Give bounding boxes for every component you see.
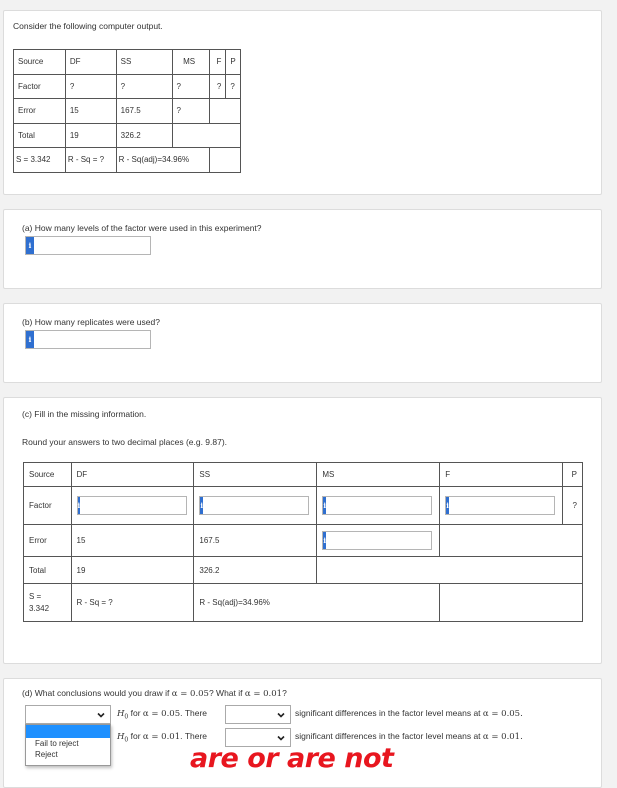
part-a-input[interactable] [34,237,150,254]
answer-table [23,462,583,622]
cell: DF [71,463,194,487]
cell [440,525,583,557]
error-ms-answer[interactable] [322,531,432,550]
cell [317,557,583,584]
table-row [24,557,583,584]
cell: P [563,463,583,487]
cell: ? [563,487,583,525]
part-a-card [3,209,602,289]
output-card [3,10,602,195]
table-row [14,99,241,124]
conclusion-line-1-tail: significant differences in the factor level means at α = 0.05. [295,708,523,719]
cell: 326.2 [116,123,172,148]
cell: MS [172,50,210,75]
part-c-instruction: Round your answers to two decimal places (e.g. 9.87). [22,437,228,447]
cell: MS [317,463,440,487]
cell: 326.2 [194,557,317,584]
intro-text: Consider the following computer output. [13,21,163,31]
part-c-card [3,397,602,664]
cell: ? [172,99,210,124]
alpha-value: α = 0.01 [244,689,283,699]
cell [210,148,241,173]
cell: F [440,463,563,487]
factor-ss-answer[interactable] [199,496,309,515]
dropdown-option-fail-to-reject[interactable]: Fail to reject [35,739,79,748]
cell: 19 [71,557,194,584]
part-b-input[interactable] [34,331,150,348]
cell: R - Sq = ? [65,148,116,173]
cell: 167.5 [116,99,172,124]
table-row [14,74,241,99]
cell [317,525,440,557]
cell: ? [116,74,172,99]
cell: Total [14,123,66,148]
cell [210,99,241,124]
cell: 167.5 [194,525,317,557]
cell: Factor [24,487,72,525]
cell: ? [65,74,116,99]
table-row [14,123,241,148]
table-row [24,525,583,557]
info-icon[interactable]: i [200,497,203,514]
cell: ? [172,74,210,99]
chevron-down-icon [276,710,286,720]
cell: F [210,50,226,75]
cell: S = 3.342 [14,148,66,173]
cell: R - Sq(adj)=34.96% [194,584,440,622]
chevron-down-icon [96,710,106,720]
factor-ms-input[interactable] [326,497,442,514]
cell: SS [116,50,172,75]
cell [24,584,72,622]
factor-ss-input[interactable] [203,497,319,514]
factor-f-input[interactable] [449,497,565,514]
cell: DF [65,50,116,75]
conclusion-line-1: $H_0$ for α = 0.05. There [117,708,208,721]
info-icon[interactable]: i [446,497,449,514]
cell [317,487,440,525]
info-icon[interactable]: i [26,331,34,348]
cell: ? [226,74,241,99]
dropdown-option-highlighted[interactable] [26,725,110,738]
info-icon[interactable]: i [323,532,326,549]
alpha-value: α = 0.05 [171,689,209,699]
factor-df-input[interactable] [80,497,196,514]
dropdown-option-reject[interactable]: Reject [35,750,58,759]
cell [440,487,563,525]
cell [194,487,317,525]
cell: ? [210,74,226,99]
info-icon[interactable]: i [323,497,326,514]
handwritten-annotation: are or are not [190,743,394,774]
conclusion-select-1[interactable] [25,705,111,724]
cell [440,584,583,622]
cell: Source [24,463,72,487]
s-value: 3.342 [29,603,50,613]
conclusion-line-2: $H_0$ for α = 0.01. There [117,731,208,744]
info-icon[interactable]: i [78,497,81,514]
cell: 15 [71,525,194,557]
conclusion-line-2-tail: significant differences in the factor level means at α = 0.01. [295,731,523,742]
part-b-answer[interactable] [25,330,151,349]
cell [71,487,194,525]
factor-df-answer[interactable] [77,496,187,515]
s-label: S = [29,591,42,601]
cell: R - Sq = ? [71,584,194,622]
part-b-question: (b) How many replicates were used? [22,317,160,327]
cell: Factor [14,74,66,99]
part-d-question: (d) What conclusions would you draw if α = 0.05? What if α = 0.01? [22,688,287,699]
table-row [24,487,583,525]
cell: R - Sq(adj)=34.96% [116,148,209,173]
table-row [14,148,241,173]
part-b-card [3,303,602,383]
cell: Total [24,557,72,584]
significance-select-1[interactable] [225,705,291,724]
table-row [14,50,241,75]
part-a-question: (a) How many levels of the factor were used in this experiment? [22,223,262,233]
table-row [24,463,583,487]
cell: Source [14,50,66,75]
table-row [24,584,583,622]
part-a-answer[interactable] [25,236,151,255]
factor-ms-answer[interactable] [322,496,432,515]
cell: SS [194,463,317,487]
part-c-question: (c) Fill in the missing information. [22,409,147,419]
dropdown-menu [25,724,111,766]
cell: P [226,50,241,75]
output-table [13,49,241,173]
cell [172,123,240,148]
factor-f-answer[interactable] [445,496,555,515]
chevron-down-icon [276,733,286,743]
error-ms-input[interactable] [326,532,442,549]
cell: Error [24,525,72,557]
cell: Error [14,99,66,124]
cell: 19 [65,123,116,148]
cell: 15 [65,99,116,124]
info-icon[interactable]: i [26,237,34,254]
